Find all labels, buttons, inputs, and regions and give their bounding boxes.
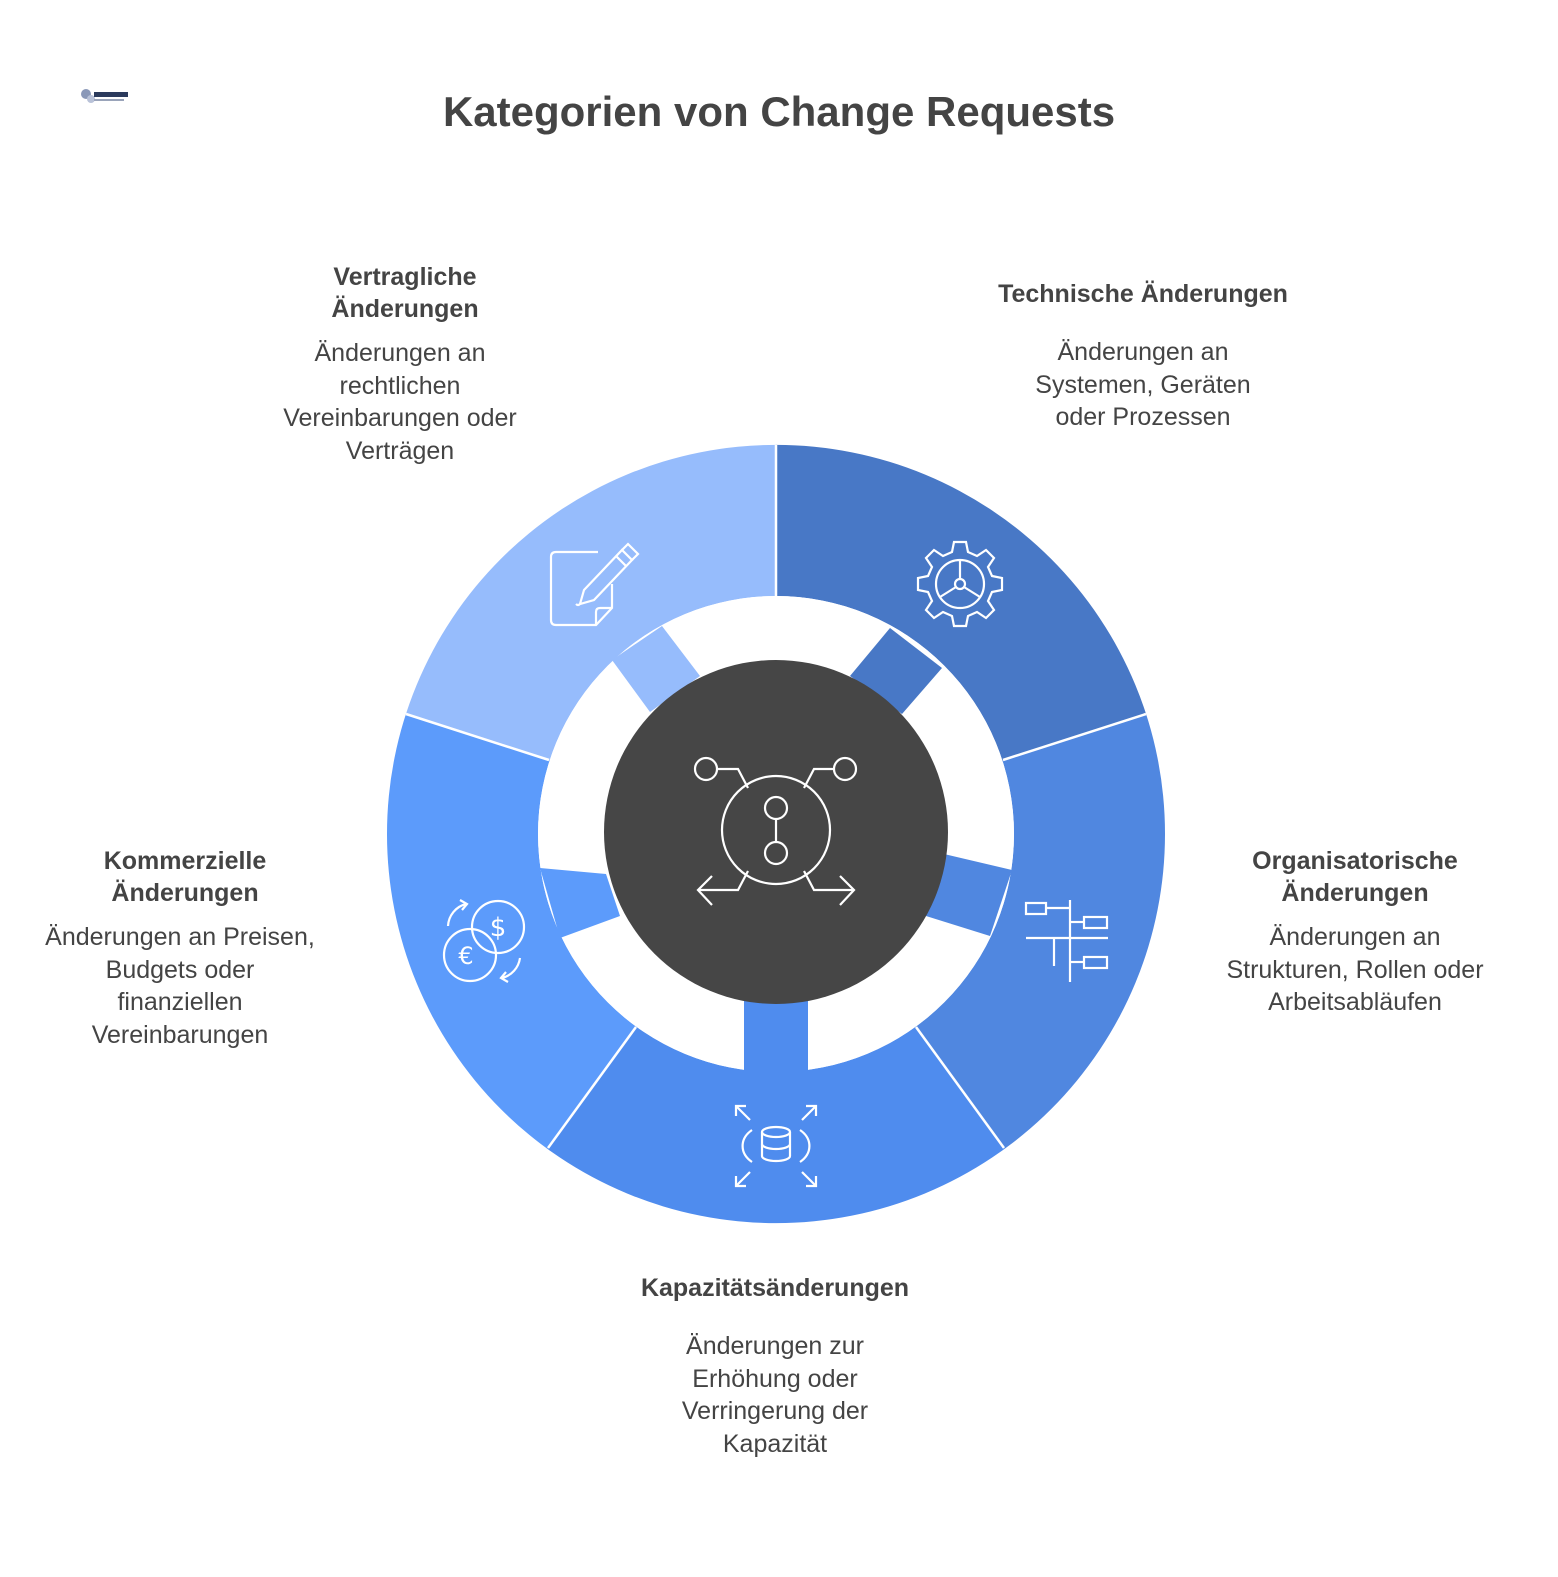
category-description: Änderungen an Strukturen, Rollen oder Arbeitsabläufen [1226, 923, 1484, 1016]
category-description: Änderungen an rechtlichen Vereinbarungen oder Verträgen [283, 339, 517, 465]
page-title: Kategorien von Change Requests [442, 88, 1116, 135]
category-description: Änderungen an Systemen, Geräten oder Prozessen [1035, 338, 1251, 431]
category-organizational [1220, 845, 1490, 1019]
category-contractual [260, 261, 550, 467]
svg-text:$: $ [489, 913, 507, 943]
category-technical [990, 278, 1296, 434]
category-description: Änderungen an Preisen, Budgets oder finanziellen Vereinbarungen [45, 923, 315, 1049]
category-heading: Organisatorische Änderungen [1252, 847, 1458, 907]
category-capacity [620, 1272, 930, 1460]
svg-text:€: € [458, 942, 474, 970]
category-heading: Technische Änderungen [998, 280, 1288, 308]
category-heading: Kapazitätsänderungen [640, 1274, 910, 1302]
category-heading: Vertragliche Änderungen [331, 263, 479, 323]
category-commercial [40, 845, 330, 1051]
category-heading: Kommerzielle Änderungen [103, 847, 267, 907]
category-description: Änderungen zur Erhöhung oder Verringerung der Kapazität [681, 1332, 869, 1458]
connector-capacity [744, 1000, 808, 1072]
